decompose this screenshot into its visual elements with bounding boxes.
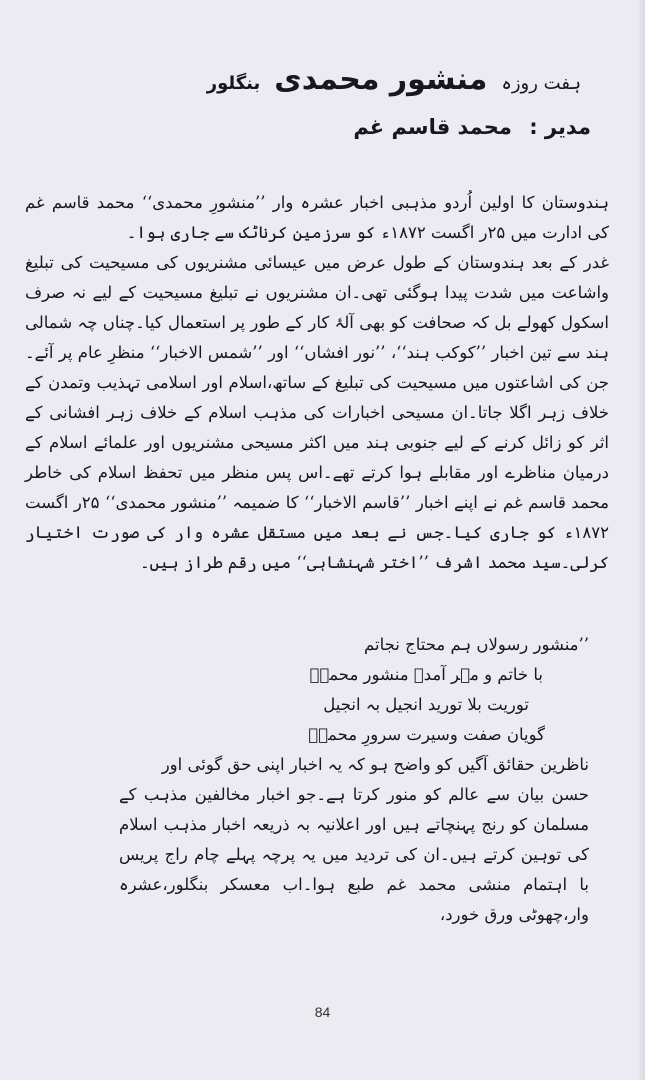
weekly-label: ہفت روزہ bbox=[501, 73, 581, 94]
page-number: 84 bbox=[314, 1004, 331, 1020]
page-edge-shadow bbox=[637, 0, 645, 1080]
newspaper-title: منشور محمدی bbox=[274, 62, 488, 97]
editor-label: مدیر : bbox=[529, 115, 591, 139]
masthead bbox=[207, 62, 591, 139]
verse-line: توریت بلا تورید انجیل بہ انجیل bbox=[323, 695, 529, 714]
paragraph-history: غدر کے بعد ہندوستان کے طول عرض میں عیسائی مشنریوں کی مسیحیت کی تبلیغ واشاعت میں شدت پیدا ہوگئی تھی۔ان مشنریوں نے تبلیغ مسیحیت کے لیے نہ صرف اسکول کھولے بل کہ صحافت کو بھی آلۂ کار کے طور پر استعمال کیا۔چناں چہ شمالی ہند سے تین اخبار ’’کوکب ہند‘‘، ’’نور افشاں‘‘ اور ’’شمس الاخبار‘‘ منظرِ عام پر آئے۔جن کی اشاعتوں میں مسیحیت کی تبلیغ کے ساتھ،اسلام اور اسلامی تہذیب وتمدن کے خلاف زہر اگلا جاتا۔ان مسیحی اخبارات کی مذہب اسلام کے خلاف زہر افشانی کے اثر کو زائل کرنے کے لیے جنوبی ہند میں اکثر مسیحی مشنریوں اور علمائے اسلام کے درمیان مناظرے اور مقابلے ہوا کرتے تھے۔اس پس منظر میں تحفظ اسلام کی خاطر محمد قاسم غم نے اپنے اخبار ’’قاسم الاخبار‘‘ کا ضمیمہ ’’منشور محمدی‘‘ ۲۵ر اگست ۱۸۷۲ء کو جاری کیا۔جس نے بعد میں مستقل عشرہ وار کی صورت اختیار کرلی۔سید محمد اشرف ’’اختر شہنشاہی‘‘ میں رقم طراز ہیں۔ bbox=[25, 253, 609, 572]
editor-line bbox=[207, 115, 591, 139]
verse-line: ’’منشور رسولاں ہم محتاج نجاتم bbox=[364, 635, 589, 654]
paragraph-closing: حسن بیان سے عالم کو منور کرتا ہے۔جو اخبار مخالفین مذہب کے مسلمان کو رنج پہنچاتے ہیں اور اعلانیہ بہ ذریعہ اخبار مذہب اسلام کی توہین کرتے ہیں۔ان کی تردید میں یہ پرچہ پہلے چام راج پریس با اہتمام منشی محمد غم طبع ہوا۔اب معسکر بنگلور،عشرہ وار،چھوٹی ورق خورد، bbox=[119, 785, 589, 924]
verse-line: با خاتم و مہر آمدہ منشور محمدؐ bbox=[309, 665, 543, 684]
masthead-line bbox=[207, 62, 591, 97]
city-label: بنگلور bbox=[206, 73, 261, 94]
editor-name: محمد قاسم غم bbox=[353, 115, 512, 139]
verse-line: گویان صفت وسیرت سرورِ محمدؐ bbox=[308, 725, 545, 744]
closing-text bbox=[119, 780, 589, 930]
paragraph-intro: ہندوستان کا اولین اُردو مذہبی اخبار عشرہ وار ’’منشورِ محمدی‘‘ محمد قاسم غم کی ادارت میں ۲۵ر اگست ۱۸۷۲ء کو سرزمین کرناٹک سے جاری ہوا۔ bbox=[25, 193, 609, 242]
body-text bbox=[25, 188, 609, 578]
quoted-verse bbox=[161, 630, 589, 780]
verse-line: ناظرین حقائق آگیں کو واضح ہو کہ یہ اخبار اپنی حق گوئی اور bbox=[161, 755, 589, 774]
